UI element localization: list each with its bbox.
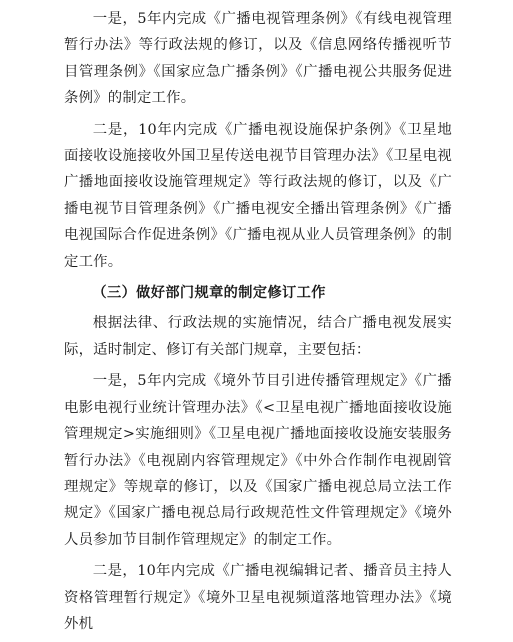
paragraph-intro: 根据法律、行政法规的实施情况，结合广播电视发展实际，适时制定、修订有关部门规章，主要包括： [64, 315, 452, 358]
document-body [64, 6, 452, 642]
paragraph-dept-rules-10yr: 二是，10年内完成《广播电视编辑记者、播音员主持人资格管理暂行规定》《境外卫星电视频道落地管理办法》《境外机 [64, 563, 452, 632]
section-heading: （三）做好部门规章的制定修订工作 [92, 285, 326, 302]
paragraph-admin-regulations-10yr: 二是，10年内完成《广播电视设施保护条例》《卫星地面接收设施接收外国卫星传送电视节目管理办法》《卫星电视广播地面接收设施管理规定》等行政法规的修订，以及《广播电视节目管理条例》《广播电视安全播出管理条例》《广播电视国际合作促进条例》《广播电视从业人员管理条例》的制定工作。 [64, 121, 452, 270]
paragraph-admin-regulations-5yr: 一是，5年内完成《广播电视管理条例》《有线电视管理暂行办法》等行政法规的修订，以及《信息网络传播视听节目管理条例》《国家应急广播条例》《广播电视公共服务促进条例》的制定工作。 [64, 11, 452, 107]
paragraph-dept-rules-5yr: 一是，5年内完成《境外节目引进传播管理规定》《广播电影电视行业统计管理办法》《<卫星电视广播地面接收设施管理规定>实施细则》《卫星电视广播地面接收设施安装服务暂行办法》《电视剧内容管理规定》《中外合作制作电视剧管理规定》等规章的修订，以及《国家广播电视总局立法工作规定》《国家广播电视总局行政规范性文件管理规定》《境外人员参加节目制作管理规定》的制定工作。 [64, 373, 452, 548]
